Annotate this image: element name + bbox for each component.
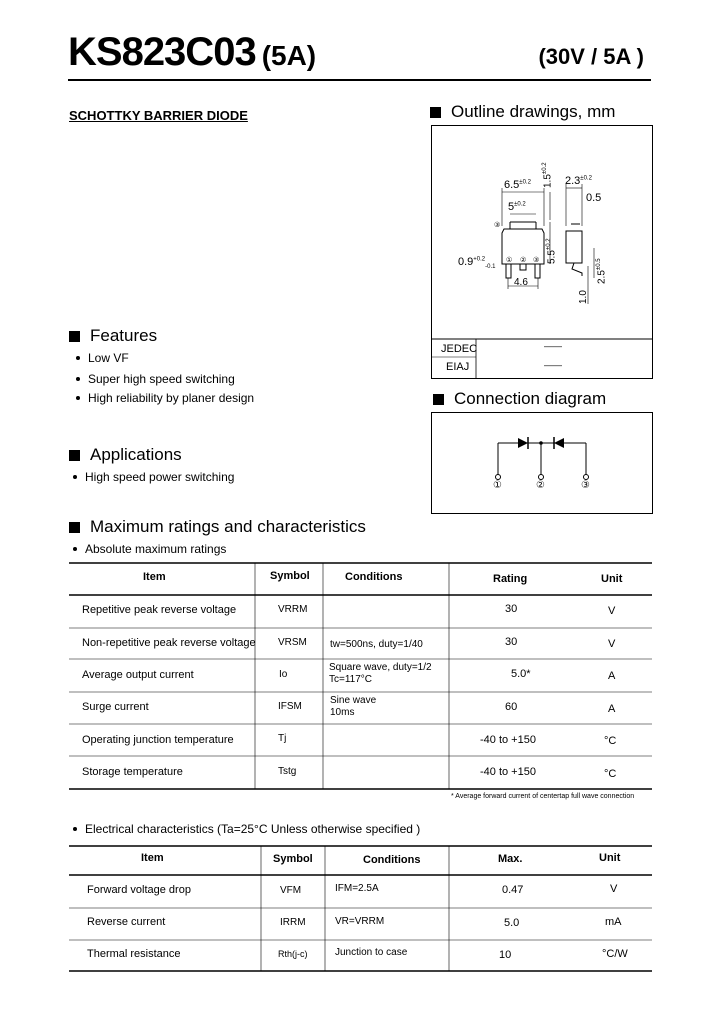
rating-summary: (30V / 5A ) [538, 44, 644, 69]
diode-1-icon [518, 438, 528, 448]
bullet-icon [76, 377, 80, 381]
table-row-symbol: VRRM [278, 604, 308, 615]
eiaj-label: EIAJ [446, 361, 470, 373]
table-row-conditions: Square wave, duty=1/2 [329, 662, 432, 673]
max-ratings-title: Maximum ratings and characteristics [90, 517, 366, 536]
square-bullet-icon [433, 394, 444, 405]
pin-1-label: ① [506, 257, 513, 264]
col-header-symbol: Symbol [273, 853, 313, 865]
connection-title: Connection diagram [454, 389, 607, 408]
dim-thickness: $2.3^{\pm 0.2}$ [565, 175, 592, 187]
table-row-unit: V [608, 638, 616, 650]
table-row-symbol: Rth(j-c) [278, 949, 308, 959]
col-header-item: Item [143, 571, 166, 583]
table-row-unit: A [608, 703, 616, 715]
table-row-unit: °C [604, 735, 617, 747]
table-row-symbol: IRRM [280, 917, 306, 928]
feature-item: High reliability by planer design [76, 391, 254, 405]
dim-width-outer: $6.5^{\pm 0.2}$ [504, 179, 531, 191]
dim-top-height: $1.5^{\pm 0.2}$ [542, 162, 554, 188]
table-row-symbol: Tstg [278, 766, 297, 777]
table-row-conditions-2: 10ms [330, 707, 355, 718]
table-row-unit: A [608, 670, 616, 682]
part-number-text: KS823C03 [68, 30, 256, 74]
feature-item: Super high speed switching [76, 372, 235, 386]
feature-item: Low VF [76, 351, 129, 365]
table-row-conditions-2: Tc=117°C [329, 674, 373, 685]
table-row-symbol: VFM [280, 885, 302, 896]
table-row-item: Repetitive peak reverse voltage [82, 604, 237, 616]
device-type: SCHOTTKY BARRIER DIODE [69, 108, 248, 123]
dim-width-inner: $5^{\pm 0.2}$ [508, 201, 526, 213]
square-bullet-icon [69, 331, 80, 342]
dim-lead-width: $0.9^{+0.2}_{-0.1}$ [458, 256, 496, 271]
pin-3-label: ③ [494, 222, 501, 229]
footnote: * Average forward current of centertap full wave connection [451, 793, 635, 800]
table-row-unit: °C/W [602, 948, 628, 960]
pin-2-label: ② [520, 257, 527, 264]
table-row-symbol: IFSM [278, 701, 302, 712]
table-row-max: 0.47 [502, 884, 524, 896]
diode-2-icon [554, 438, 564, 448]
applications-title: Applications [90, 445, 182, 464]
table-row-rating: -40 to +150 [480, 766, 536, 778]
col-header-unit: Unit [599, 852, 621, 864]
bullet-icon [73, 547, 77, 551]
col-header-conditions: Conditions [363, 854, 421, 866]
table-row-item: Operating junction temperature [82, 734, 234, 746]
bullet-icon [76, 356, 80, 360]
jedec-value: —— [544, 341, 562, 351]
col-header-unit: Unit [601, 573, 623, 585]
table-row-max: 10 [499, 949, 512, 961]
features-title: Features [90, 326, 158, 345]
connection-diagram-box [431, 412, 653, 514]
table-row-item: Surge current [82, 701, 149, 713]
table-row-symbol: Io [279, 669, 288, 680]
conn-pin-1: ① [493, 480, 502, 491]
abs-max-subtitle: Absolute maximum ratings [73, 542, 226, 556]
square-bullet-icon [69, 450, 80, 461]
max-ratings-heading [69, 517, 366, 537]
table-row-conditions: Junction to case [335, 947, 408, 958]
table-row-symbol: VRSM [278, 637, 307, 648]
col-header-rating: Rating [493, 573, 528, 585]
applications-heading [69, 445, 182, 465]
conn-pin-3: ③ [581, 480, 590, 491]
dim-tab: 0.5 [586, 192, 602, 204]
application-item: High speed power switching [73, 470, 234, 484]
header-rule [68, 79, 651, 81]
table-row-item: Forward voltage drop [87, 884, 191, 896]
table-row-rating: 5.0* [511, 668, 531, 680]
bullet-icon [73, 827, 77, 831]
col-header-item: Item [141, 852, 164, 864]
table-row-rating: 30 [505, 603, 518, 615]
table-row-unit: °C [604, 768, 617, 780]
dim-lead-height-2: $2.5^{\pm 0.5}$ [596, 258, 608, 284]
connection-schematic [432, 413, 652, 513]
table-row-item: Average output current [82, 669, 194, 681]
table-row-rating: 60 [505, 701, 518, 713]
outline-heading [430, 102, 615, 122]
table-row-symbol: Tj [278, 733, 287, 744]
table-row-conditions: VR=VRRM [335, 916, 385, 927]
table-row-unit: V [610, 883, 618, 895]
table-row-item: Storage temperature [82, 766, 183, 778]
table-row-item: Non-repetitive peak reverse voltage [82, 637, 256, 649]
outline-drawing-box [431, 125, 653, 379]
pin-3b-label: ③ [533, 257, 540, 264]
table-row-rating: -40 to +150 [480, 734, 536, 746]
dim-body-height: $5.5^{\pm 0.2}$ [546, 238, 558, 264]
bullet-icon [73, 475, 77, 479]
electrical-subtitle: Electrical characteristics (Ta=25°C Unless otherwise specified ) [73, 822, 420, 836]
table-row-item: Reverse current [87, 916, 166, 928]
connection-heading [433, 389, 606, 409]
col-header-symbol: Symbol [270, 570, 310, 582]
part-suffix: (5A) [261, 40, 317, 71]
table-row-unit: V [608, 605, 616, 617]
dim-lead-height: 1.0 [578, 290, 589, 304]
table-row-conditions: Sine wave [330, 695, 377, 706]
col-header-conditions: Conditions [345, 571, 403, 583]
dim-lead-pitch: 4.6 [514, 277, 528, 288]
table-row-item: Thermal resistance [87, 948, 181, 960]
table-row-conditions: IFM=2.5A [335, 883, 379, 894]
square-bullet-icon [430, 107, 441, 118]
conn-pin-2: ② [536, 480, 545, 491]
table-row-conditions: tw=500ns, duty=1/40 [330, 639, 423, 650]
bullet-icon [76, 396, 80, 400]
square-bullet-icon [69, 522, 80, 533]
col-header-max: Max. [498, 853, 523, 865]
table-row-rating: 30 [505, 636, 518, 648]
outline-title: Outline drawings, mm [451, 102, 616, 121]
table-row-max: 5.0 [504, 917, 520, 929]
eiaj-value: —— [544, 360, 562, 370]
features-heading [69, 326, 157, 346]
jedec-label: JEDEC [441, 343, 478, 355]
table-row-unit: mA [605, 916, 622, 928]
part-number [68, 30, 316, 75]
